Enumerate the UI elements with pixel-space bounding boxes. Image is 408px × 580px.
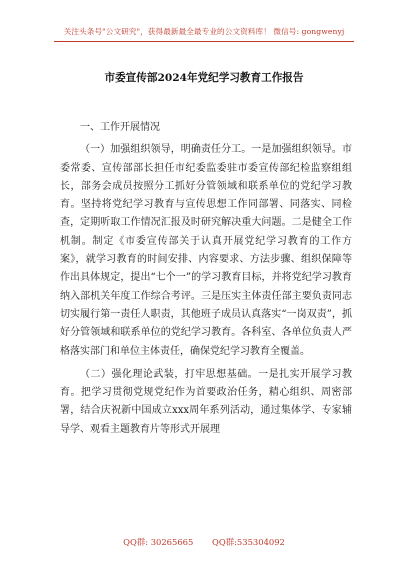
- paragraph-organization: （一）加强组织领导，明确责任分工。一是加强组织领导。市委常委、宣传部部长担任市纪委监委驻市委宣传部纪检监察组组长，部务会成员按照分工抓好分管领域和联系单位的党纪学习教育。坚持将党纪学习教育与宣传思想工作同部署、同落实、同检查，定期听取工作情况汇报及时研究解决重大问题。二是健全工作机制。制定《市委宣传部关于认真开展党纪学习教育的工作方案》，就学习教育的时间安排、内容要求、方法步骤、组织保障等作出具体规定，提出“七个一”的学习教育目标，并将党纪学习教育纳入部机关年度工作综合考评。三是压实主体责任部主要负责同志切实履行第一责任人职责，其他班子成员认真落实“一岗双责”，抓好分管领域和联系单位的党纪学习教育。各科室、各单位负责人严格落实部门和单位主体责任，确保党纪学习教育全覆盖。: [60, 144, 352, 357]
- header-banner: 关注头条号"公文研究"，获得最新最全最专业的公文资料库！ 微信号: gongwenyj: [63, 27, 345, 36]
- header-divider: [54, 41, 354, 42]
- section-heading: 一、工作开展情况: [80, 122, 160, 133]
- document-body: [60, 119, 352, 439]
- footer-qq-group-2: QQ群:535304092: [212, 537, 285, 547]
- footer-qq-group-1: QQ群: 30265665: [123, 537, 194, 547]
- paragraph-theory: （二）强化理论武装，打牢思想基础。一是扎实开展学习教育。把学习贯彻党规党纪作为首要政治任务，精心组织、周密部署，结合庆祝新中国成立xxx周年系列活动，通过集体学、专家辅导学、观看主题教育片等形式开展理: [60, 368, 352, 435]
- footer-contact: [0, 536, 408, 548]
- document-title: 市委宣传部2024年党纪学习教育工作报告: [104, 72, 304, 84]
